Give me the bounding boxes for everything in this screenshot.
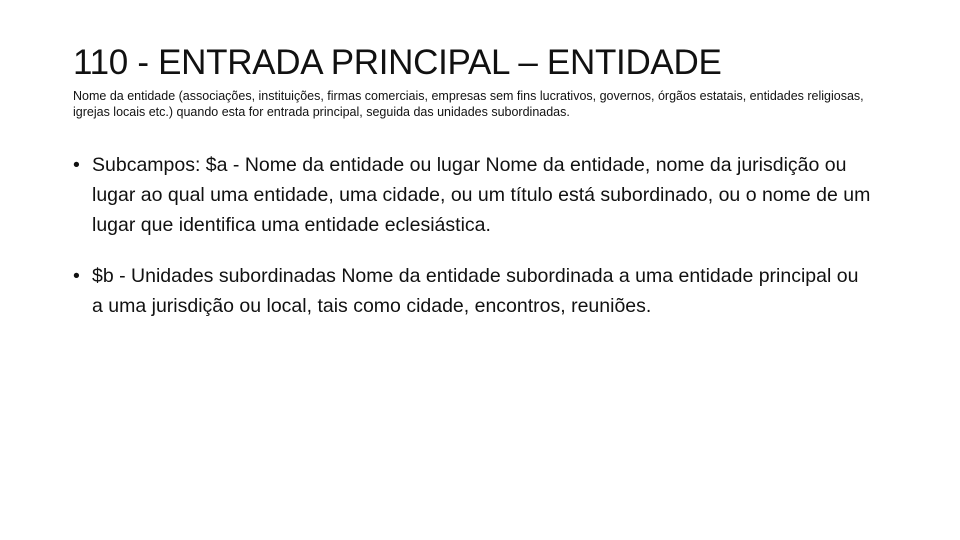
slide-subtitle: Nome da entidade (associações, instituições, firmas comerciais, empresas sem fins lucrativos, governos, órgãos estatais, entidades religiosas, igrejas locais etc.) quando esta for entrada principal, seguida das unidades subordinadas.	[73, 89, 864, 119]
slide-title: 110 - ENTRADA PRINCIPAL – ENTIDADE	[73, 43, 722, 82]
bullet-item-subfield-a	[73, 150, 873, 240]
bullet-marker: •	[73, 154, 80, 176]
bullet-item-subfield-b	[73, 261, 873, 321]
bullet-marker: •	[73, 265, 80, 287]
bullet-list	[73, 150, 873, 342]
bullet-text: $b - Unidades subordinadas Nome da entidade subordinada a uma entidade principal ou a uma jurisdição ou local, tais como cidade, encontros, reuniões.	[92, 265, 859, 317]
bullet-text: Subcampos: $a - Nome da entidade ou lugar Nome da entidade, nome da jurisdição ou lugar ao qual uma entidade, uma cidade, ou um título está subordinado, ou o nome de um lugar que identifica uma entidade eclesiástica.	[92, 154, 871, 236]
